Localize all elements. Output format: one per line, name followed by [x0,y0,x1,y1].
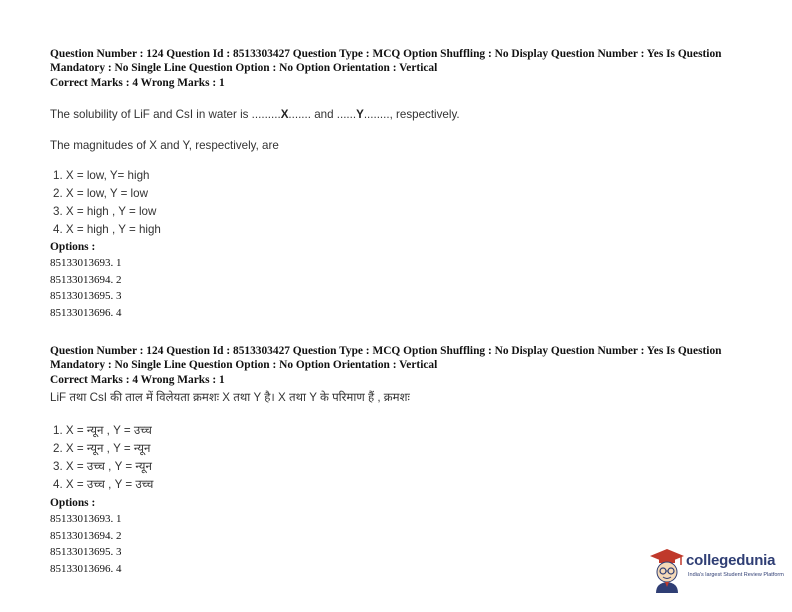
q1-marks: Correct Marks : 4 Wrong Marks : 1 [50,77,225,89]
q1-choice-1: 1. X = low, Y= high [53,169,150,182]
q2-header: Question Number : 124 Question Id : 8513303427 Question Type : MCQ Option Shuffling : No Display Question Number : Yes Is Question Mandatory : No Single Line Question Option : No Option Orientation : Vertical [50,345,722,371]
q2-marks: Correct Marks : 4 Wrong Marks : 1 [50,374,225,386]
q1-stem-pre: The solubility of LiF and CsI in water is ......... [50,108,281,121]
q1-option-id-2: 85133013694. 2 [50,274,122,286]
q1-choice-2: 2. X = low, Y = low [53,187,148,200]
q1-stem [50,108,460,121]
q1-stem-y: Y [356,108,364,121]
q2-choice-4: 4. X = उच्च , Y = उच्च [53,478,154,491]
q2-option-id-1: 85133013693. 1 [50,513,122,525]
logo-tagline: India's largest Student Review Platform [688,572,784,578]
q2-option-id-2: 85133013694. 2 [50,530,122,542]
q1-stem2: The magnitudes of X and Y, respectively, are [50,139,279,152]
q2-stem: LiF तथा CsI की ताल में विलेयता क्रमशः X तथा Y है। X तथा Y के परिमाण हैं , क्रमशः [50,391,410,404]
q2-option-id-4: 85133013696. 4 [50,563,122,575]
q1-option-id-1: 85133013693. 1 [50,257,122,269]
q1-header: Question Number : 124 Question Id : 8513303427 Question Type : MCQ Option Shuffling : No Display Question Number : Yes Is Question Mandatory : No Single Line Question Option : No Option Orientation : Vertical [50,48,722,74]
graduate-mascot-icon [648,547,686,593]
q2-choice-1: 1. X = न्यून , Y = उच्च [53,424,152,437]
q1-choice-3: 3. X = high , Y = low [53,205,157,218]
q1-stem-mid: ....... and ...... [288,108,357,121]
q1-option-id-4: 85133013696. 4 [50,307,122,319]
q2-choice-3: 3. X = उच्च , Y = न्यून [53,460,152,473]
q1-stem-x: X [280,108,289,121]
q2-choice-2: 2. X = न्यून , Y = न्यून [53,442,151,455]
q1-option-id-3: 85133013695. 3 [50,290,122,302]
q2-options-label: Options : [50,497,96,509]
q1-choice-4: 4. X = high , Y = high [53,223,161,236]
q2-option-id-3: 85133013695. 3 [50,546,122,558]
q1-stem-post: ........, respectively. [363,108,460,121]
q1-options-label: Options : [50,241,96,253]
logo-wordmark: collegedunia [686,552,776,569]
